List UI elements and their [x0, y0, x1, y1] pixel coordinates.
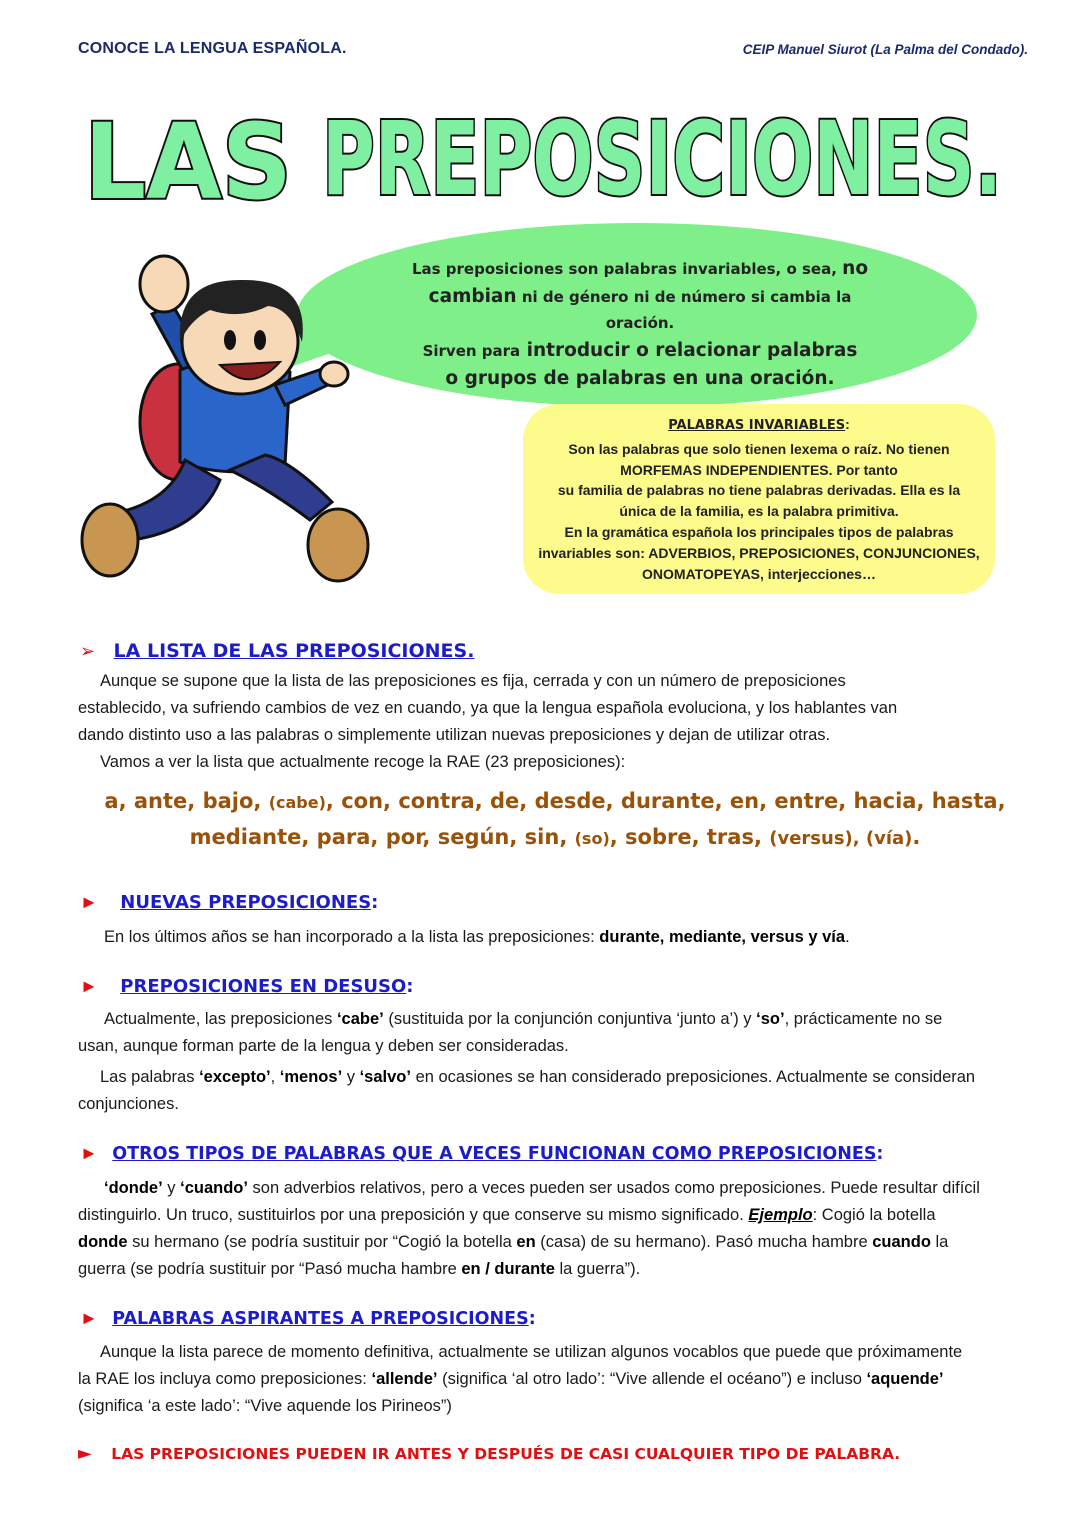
- bubble-cambian: cambian: [428, 286, 517, 307]
- bold-text: en / durante: [461, 1260, 555, 1278]
- bubble-line-2: ni de género ni de número si cambia la: [521, 288, 852, 306]
- section-lista-text: [78, 668, 1028, 776]
- section-desuso-heading: [80, 976, 414, 997]
- bold-text: ‘so’: [756, 1010, 785, 1028]
- paragraph-line: usan, aunque forman parte de la lengua y deben ser consideradas.: [78, 1037, 569, 1055]
- paragraph-text: guerra (se podría sustituir por “Pasó mucha hambre: [78, 1260, 457, 1278]
- paragraph-text: (sustituida por la conjunción conjuntiva ‘junto a’) y: [388, 1010, 752, 1028]
- heading-colon: :: [406, 976, 414, 997]
- bubble-line-5: o grupos de palabras en una oración.: [445, 368, 835, 389]
- section-aspirantes-text: [78, 1339, 1038, 1420]
- section-nuevas-heading: [80, 892, 378, 913]
- bold-text: ‘salvo’: [359, 1068, 411, 1086]
- triangle-bullet-icon: ►: [80, 1143, 98, 1163]
- invariables-line: ONOMATOPEYAS, interjecciones…: [642, 565, 876, 582]
- bold-text: en: [516, 1233, 536, 1251]
- paragraph-text: en ocasiones se han considerado preposiciones. Actualmente se consideran: [415, 1068, 976, 1086]
- bold-text: ‘menos’: [279, 1068, 343, 1086]
- paragraph-text: En los últimos años se han incorporado a la lista las preposiciones:: [104, 928, 595, 946]
- header-title: CONOCE LA LENGUA ESPAÑOLA.: [78, 40, 347, 57]
- bold-text: durante, mediante, versus y vía: [599, 928, 846, 946]
- bold-text: ‘excepto’: [199, 1068, 271, 1086]
- paragraph-text: Las palabras: [100, 1068, 195, 1086]
- left-shoe: [82, 504, 138, 576]
- paragraph-line: conjunciones.: [78, 1095, 179, 1113]
- right-shoe: [308, 509, 368, 581]
- prep-text: , sobre, tras,: [609, 825, 762, 849]
- preposition-list: [60, 784, 1050, 856]
- bold-text: cuando: [872, 1233, 931, 1251]
- paragraph-text: y: [167, 1179, 176, 1197]
- section-heading: LA LISTA DE LAS PREPOSICIONES.: [113, 640, 475, 662]
- bold-text: donde: [78, 1233, 128, 1251]
- bubble-text: [360, 255, 920, 393]
- paragraph-line: Aunque la lista parece de momento definitiva, actualmente se utilizan algunos vocablos que puede que próximamente: [100, 1343, 963, 1361]
- paragraph-text: la guerra”).: [559, 1260, 641, 1278]
- prep-text: mediante, para, por, según, sin,: [189, 825, 568, 849]
- paragraph-text: ,: [270, 1068, 276, 1086]
- paragraph-line: Aunque se supone que la lista de las preposiciones es fija, cerrada y con un número de preposiciones: [100, 672, 846, 690]
- section-heading: PREPOSICIONES EN DESUSO: [120, 976, 407, 997]
- section-nuevas-text: [104, 924, 1054, 951]
- boy-eye-right: [254, 330, 266, 350]
- paragraph-text: , prácticamente no se: [784, 1010, 943, 1028]
- section-desuso-text: [78, 1006, 1028, 1118]
- section-lista-heading: [80, 640, 474, 662]
- prep-text: .: [912, 825, 921, 849]
- boy-eye-left: [224, 330, 236, 350]
- bubble-line-1: Las preposiciones son palabras invariables, o sea,: [411, 260, 837, 278]
- paragraph-text: distinguirlo. Un truco, sustituirlos por una preposición y que conserve su mismo significado.: [78, 1206, 744, 1224]
- paragraph-line: Vamos a ver la lista que actualmente recoge la RAE (23 preposiciones):: [100, 753, 626, 771]
- paragraph-text: (casa) de su hermano). Pasó mucha hambre: [540, 1233, 868, 1251]
- bold-text: ‘cuando’: [180, 1179, 248, 1197]
- bold-text: ‘cabe’: [336, 1010, 384, 1028]
- final-text: LAS PREPOSICIONES PUEDEN IR ANTES Y DESPUÉS DE CASI CUALQUIER TIPO DE PALABRA.: [111, 1445, 901, 1463]
- heading-colon: :: [371, 892, 379, 913]
- paragraph-text: : Cogió la botella: [812, 1206, 936, 1224]
- paragraph-line: dando distinto uso a las palabras o simplemente utilizan nuevas preposiciones y dejan de utilizar otras.: [78, 726, 831, 744]
- invariables-line: su familia de palabras no tiene palabras derivadas. Ella es la: [557, 482, 961, 499]
- section-otros-heading: [80, 1143, 883, 1164]
- prep-archaic: (cabe): [268, 793, 326, 812]
- example-label: Ejemplo: [748, 1206, 813, 1224]
- section-aspirantes-heading: [80, 1308, 536, 1329]
- paragraph-text: (significa ‘al otro lado’: “Vive allende el océano”) e incluso: [442, 1370, 862, 1388]
- triangle-bullet-icon: ►: [80, 976, 98, 996]
- invariables-line: invariables son: ADVERBIOS, PREPOSICIONES, CONJUNCIONES,: [538, 544, 980, 561]
- triangle-bullet-icon: ►: [80, 1308, 98, 1328]
- invariables-line: Son las palabras que solo tienen lexema o raíz. No tienen: [568, 440, 950, 457]
- title-word-las: LAS: [84, 101, 292, 218]
- heading-colon: :: [876, 1144, 884, 1164]
- bubble-line-4: introducir o relacionar palabras: [526, 340, 858, 361]
- arrow-bullet-icon: ➢: [80, 641, 96, 661]
- paragraph-line: establecido, va sufriendo cambios de vez en cuando, ya que la lengua española evoluciona, y los hablantes van: [78, 699, 898, 717]
- section-heading: OTROS TIPOS DE PALABRAS QUE A VECES FUNCIONAN COMO PREPOSICIONES: [112, 1144, 877, 1164]
- section-heading: NUEVAS PREPOSICIONES: [120, 892, 372, 913]
- bold-text: ‘aquende’: [866, 1370, 944, 1388]
- invariables-box: [523, 404, 995, 594]
- boy-illustration: [80, 250, 380, 595]
- bubble-sirven: Sirven para: [422, 342, 521, 360]
- triangle-bullet-icon: ►: [78, 1443, 92, 1464]
- prep-new: (versus), (vía): [769, 828, 913, 849]
- bold-text: ‘allende’: [371, 1370, 438, 1388]
- prep-text: a, ante, bajo,: [104, 789, 262, 813]
- title-word-preposiciones: PREPOSICIONES.: [322, 100, 1002, 218]
- final-statement: [78, 1443, 900, 1464]
- invariables-line: MORFEMAS INDEPENDIENTES. Por tanto: [620, 461, 898, 478]
- paragraph-text: Actualmente, las preposiciones: [104, 1010, 333, 1028]
- paragraph-text: la: [935, 1233, 949, 1251]
- right-leg: [230, 455, 332, 520]
- raised-fist: [140, 256, 188, 312]
- section-otros-text: [78, 1175, 1038, 1283]
- bold-text: ‘donde’: [104, 1179, 163, 1197]
- invariables-colon: :: [845, 416, 850, 432]
- triangle-bullet-icon: ►: [80, 892, 98, 912]
- paragraph-text: y: [346, 1068, 355, 1086]
- paragraph-text: la RAE los incluya como preposiciones:: [78, 1370, 367, 1388]
- paragraph-line: (significa ‘a este lado’: “Vive aquende los Pirineos”): [78, 1397, 452, 1415]
- header-school: CEIP Manuel Siurot (La Palma del Condado).: [742, 42, 1028, 57]
- paragraph-text: su hermano (se podría sustituir por “Cogió la botella: [132, 1233, 512, 1251]
- heading-colon: :: [528, 1309, 536, 1329]
- invariables-line: única de la familia, es la palabra primitiva.: [619, 503, 899, 520]
- prep-archaic: (so): [574, 829, 610, 848]
- invariables-line: En la gramática española los principales tipos de palabras: [564, 523, 954, 540]
- bubble-line-3: oración.: [605, 314, 675, 332]
- bubble-no: no: [842, 258, 869, 279]
- paragraph-text: son adverbios relativos, pero a veces pueden ser usados como preposiciones. Puede resultar difícil: [252, 1179, 980, 1197]
- section-heading: PALABRAS ASPIRANTES A PREPOSICIONES: [112, 1309, 529, 1329]
- paragraph-text: .: [845, 928, 850, 946]
- invariables-title: PALABRAS INVARIABLES: [668, 418, 846, 433]
- prep-text: , con, contra, de, desde, durante, en, entre, hacia, hasta,: [325, 789, 1006, 813]
- side-hand: [320, 362, 348, 386]
